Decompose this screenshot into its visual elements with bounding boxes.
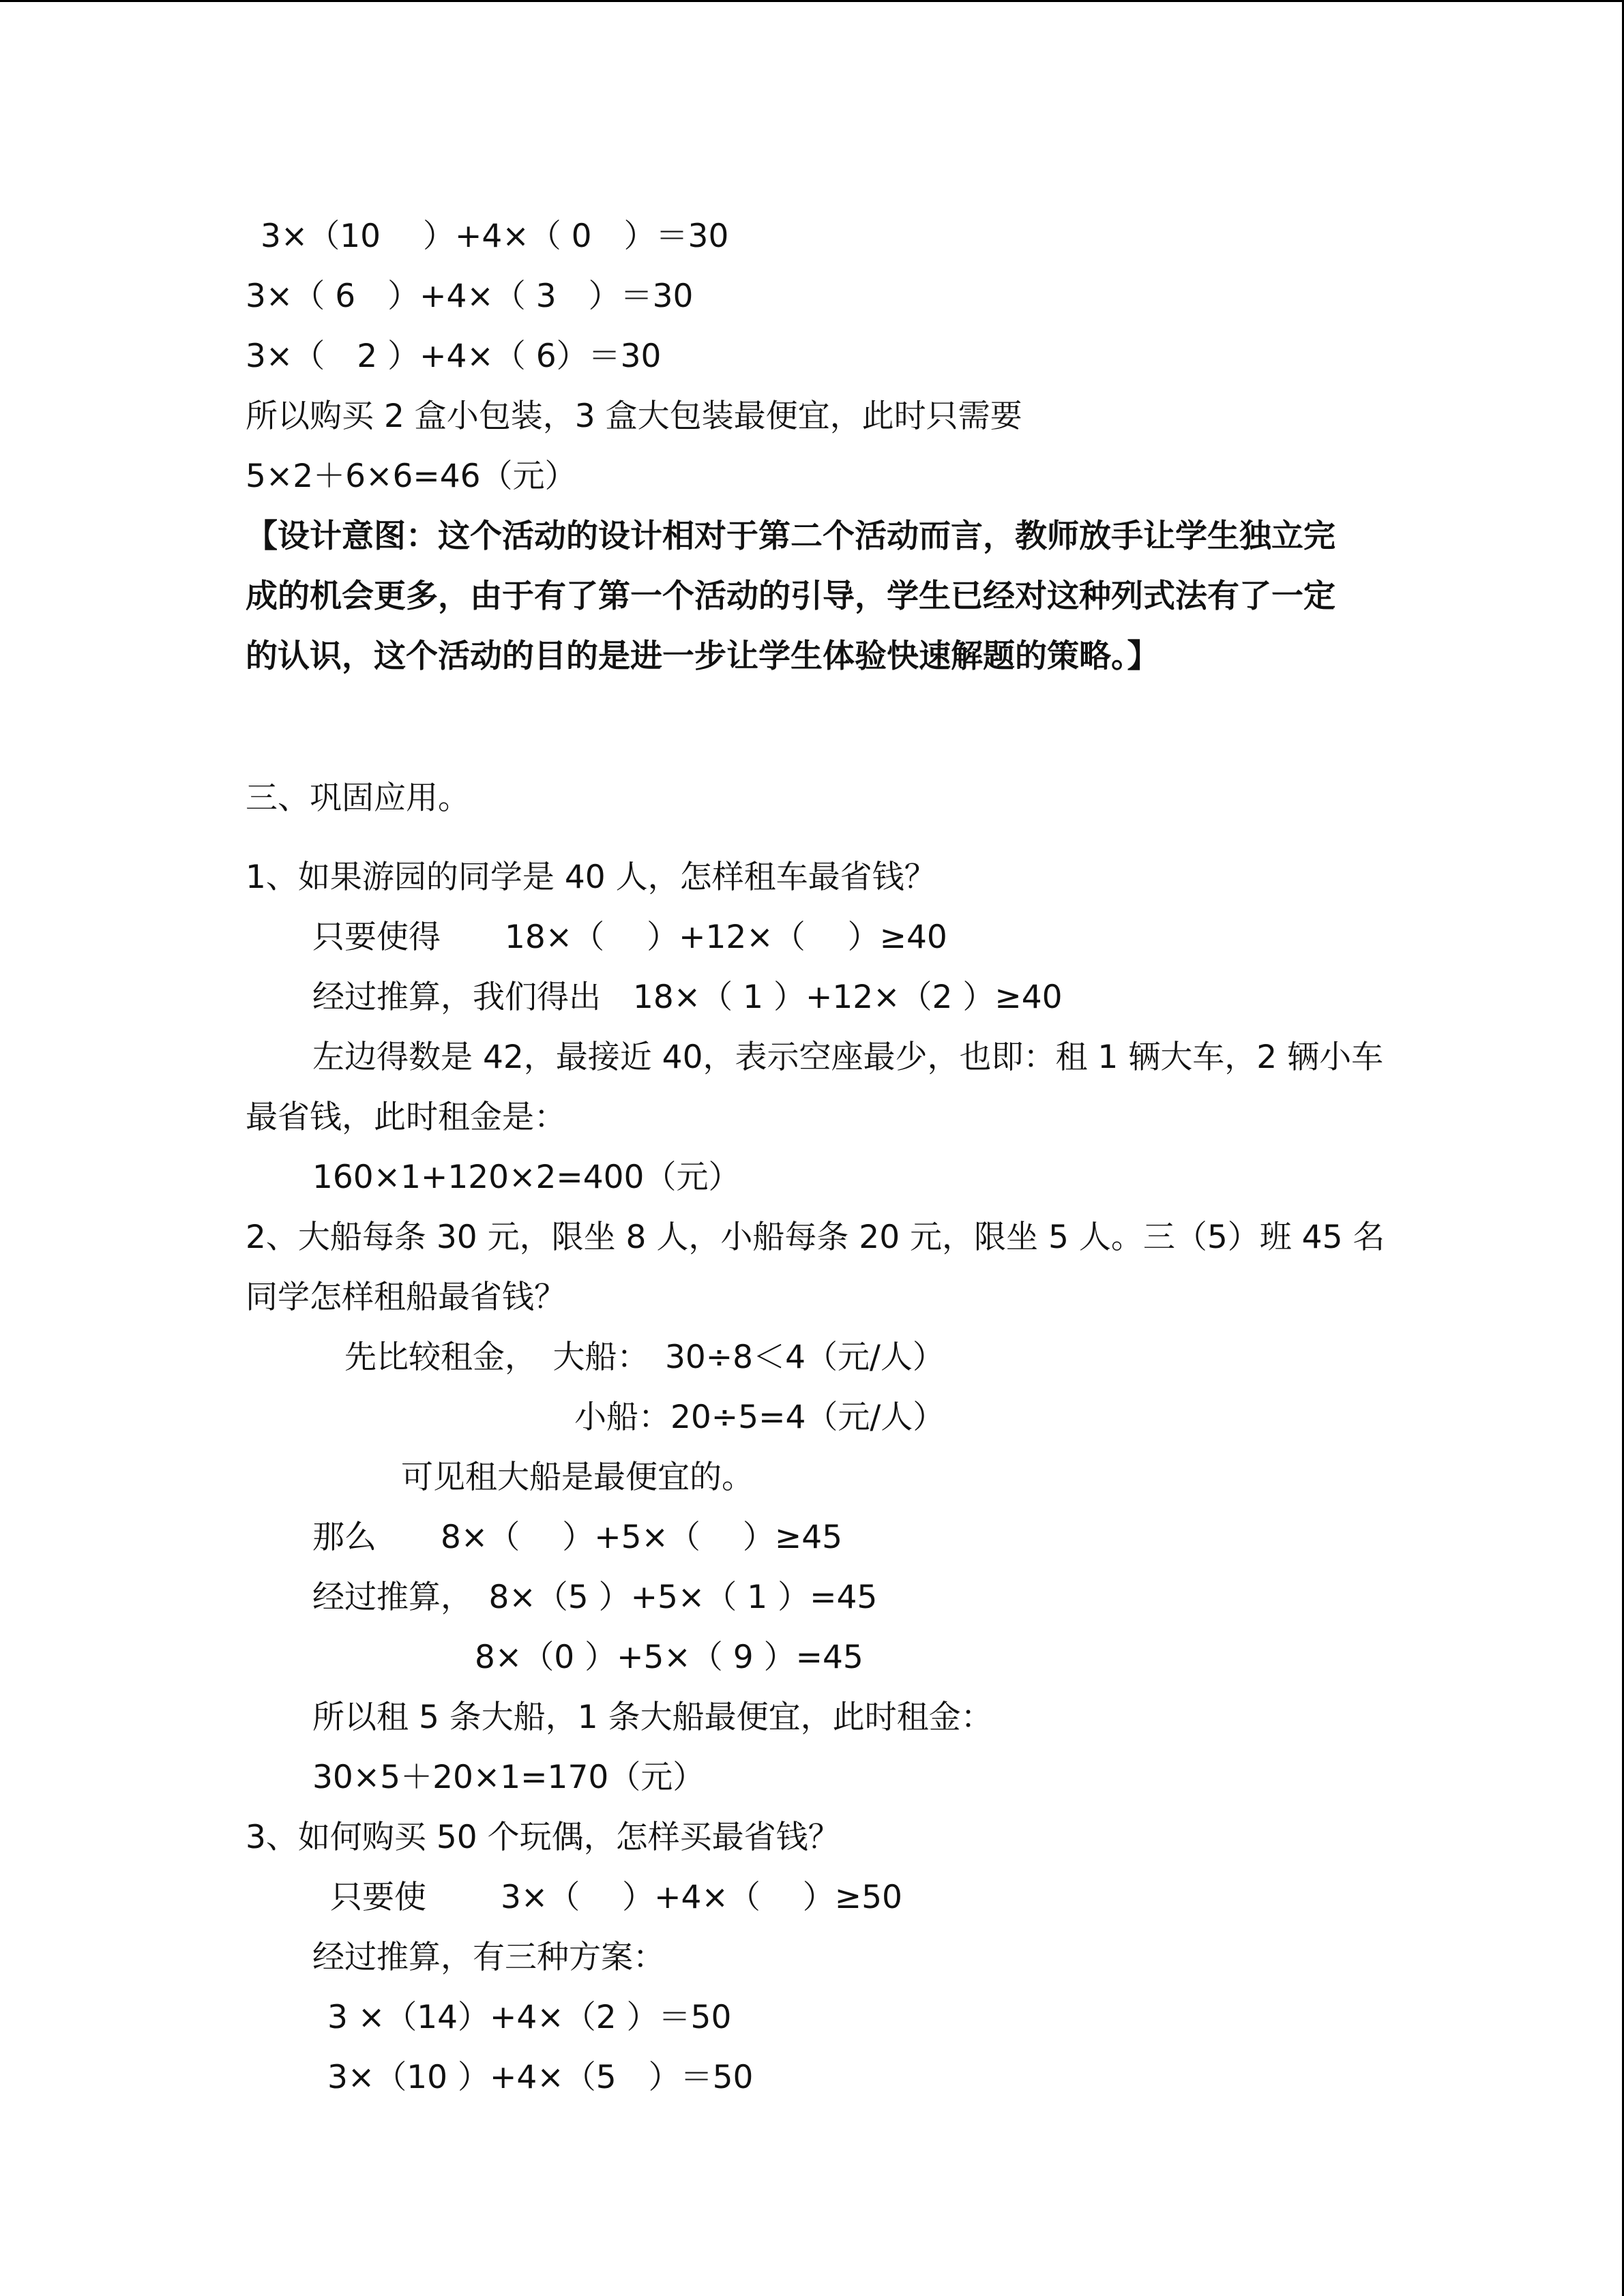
equation-line: 5×2＋6×6=46（元） — [246, 458, 577, 495]
problem-2-title-2: 同学怎样租船最省钱？ — [246, 1279, 566, 1316]
equation-line-2: 3×（ 6 ）+4×（ 3 ）＝30 — [246, 278, 694, 315]
problem-3-title: 3、如何购买 50 个玩偶，怎样买最省钱？ — [246, 1819, 840, 1856]
problem-2-compare-big: 先比较租金， 大船： 30÷8＜4（元/人） — [344, 1339, 945, 1376]
section-heading: 三、巩固应用。 — [246, 779, 470, 817]
problem-2-answer: 30×5＋20×1=170（元） — [312, 1759, 705, 1796]
problem-3-plans-intro: 经过推算，有三种方案： — [312, 1939, 665, 1976]
design-intent-line-3: 的认识，这个活动的目的是进一步让学生体验快速解题的策略。】 — [246, 638, 1160, 675]
problem-2-title-1: 2、大船每条 30 元，限坐 8 人，小船每条 20 元，限坐 5 人。三（5）班 45 名 — [246, 1219, 1385, 1256]
problem-2-explanation: 所以租 5 条大船，1 条大船最便宜，此时租金： — [312, 1699, 993, 1736]
design-intent-line-1: 【设计意图：这个活动的设计相对于第二个活动而言，教师放手让学生独立完 — [246, 518, 1335, 555]
problem-3-plan-1: 3 ×（14）+4×（2 ）＝50 — [327, 1999, 732, 2036]
problem-1-condition: 只要使得 18×（ ）+12×（ ）≥40 — [312, 919, 947, 956]
problem-1-explanation-2: 最省钱，此时租金是： — [246, 1099, 566, 1136]
problem-2-compare-small: 小船：20÷5=4（元/人） — [574, 1399, 945, 1436]
design-intent-line-2: 成的机会更多，由于有了第一个活动的引导，学生已经对这种列式法有了一定 — [246, 578, 1335, 615]
problem-3-condition: 只要使 3×（ ）+4×（ ）≥50 — [330, 1879, 902, 1916]
problem-1-answer: 160×1+120×2=400（元） — [312, 1159, 741, 1196]
problem-2-condition: 那么 8×（ ）+5×（ ）≥45 — [312, 1519, 843, 1556]
equation-line-3: 3×（ 2 ）+4×（ 6）＝30 — [246, 338, 662, 375]
problem-1-title: 1、如果游园的同学是 40 人，怎样租车最省钱？ — [246, 859, 936, 896]
problem-2-result-1: 经过推算， 8×（5 ）+5×（ 1 ）=45 — [312, 1579, 878, 1616]
problem-2-conclusion: 可见租大船是最便宜的。 — [401, 1459, 754, 1496]
problem-1-result: 经过推算，我们得出 18×（ 1 ）+12×（2 ）≥40 — [312, 979, 1063, 1016]
problem-1-explanation-1: 左边得数是 42，最接近 40，表示空座最少，也即：租 1 辆大车，2 辆小车 — [312, 1039, 1384, 1076]
problem-2-result-2: 8×（0 ）+5×（ 9 ）=45 — [475, 1639, 863, 1676]
problem-3-plan-2: 3×（10 ）+4×（5 ）＝50 — [327, 2059, 754, 2096]
equation-line-1: 3×（10 ）+4×（ 0 ）＝30 — [261, 218, 729, 255]
text-line: 所以购买 2 盒小包装，3 盒大包装最便宜，此时只需要 — [246, 398, 1022, 435]
